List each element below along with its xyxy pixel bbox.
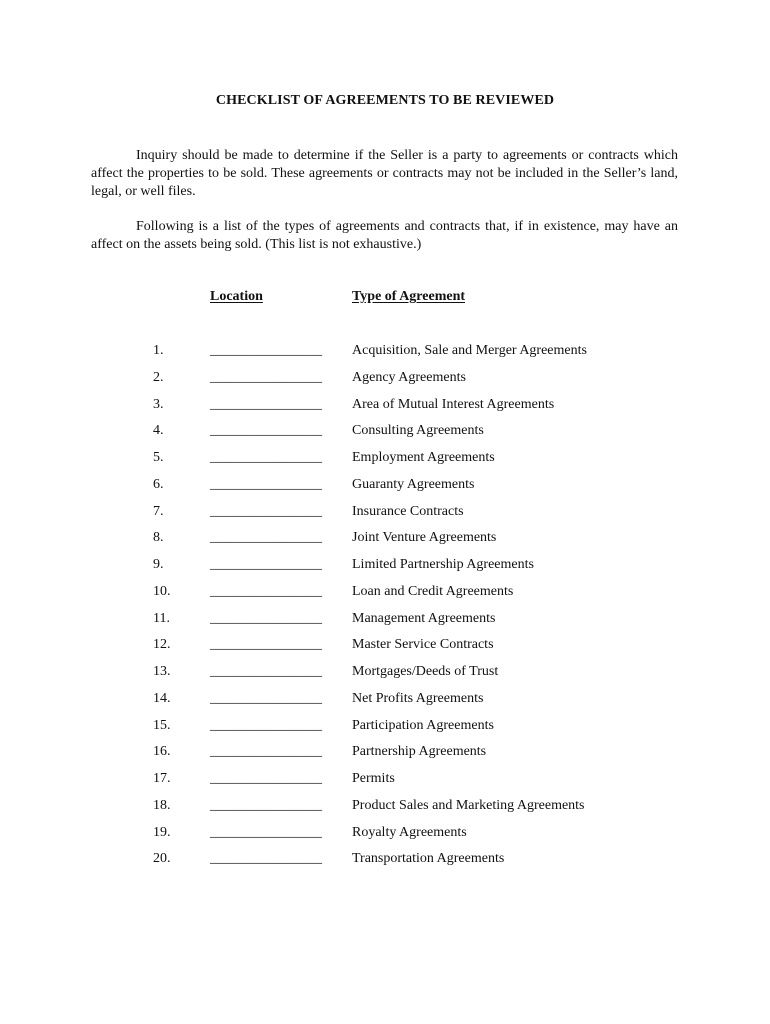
list-item bbox=[0, 529, 770, 556]
location-column-header: Location bbox=[210, 289, 263, 304]
list-item bbox=[0, 824, 770, 851]
location-blank[interactable]: ________________ bbox=[210, 396, 322, 412]
location-blank[interactable]: ________________ bbox=[210, 343, 322, 358]
list-item bbox=[0, 663, 770, 690]
item-number: 13. bbox=[153, 664, 171, 679]
location-blank[interactable]: ________________ bbox=[210, 423, 322, 439]
type-column-header: Type of Agreement bbox=[352, 289, 466, 304]
location-blank[interactable]: ________________ bbox=[210, 369, 322, 385]
location-blank[interactable]: ________________ bbox=[210, 717, 322, 733]
item-number: 9. bbox=[153, 557, 164, 572]
list-item bbox=[0, 690, 770, 717]
item-number: 4. bbox=[153, 423, 164, 439]
list-item bbox=[0, 797, 770, 824]
item-number: 15. bbox=[153, 717, 171, 733]
list-item bbox=[0, 342, 770, 369]
list-item bbox=[0, 636, 770, 663]
item-number: 14. bbox=[153, 690, 171, 706]
agreement-type: Master Service Contracts bbox=[352, 637, 494, 653]
item-number: 12. bbox=[153, 637, 171, 653]
location-blank[interactable]: ________________ bbox=[210, 583, 322, 599]
item-number: 16. bbox=[153, 744, 171, 760]
location-blank[interactable]: ________________ bbox=[210, 797, 322, 813]
list-item bbox=[0, 850, 770, 877]
agreement-type: Guaranty Agreements bbox=[352, 476, 475, 492]
list-item bbox=[0, 449, 770, 476]
list-item bbox=[0, 396, 770, 423]
list-item bbox=[0, 476, 770, 503]
list-intro-paragraph: Following is a list of the types of agreements and contracts that, if in existence, may have an affect on the assets being sold. (This list is not exhaustive.) bbox=[91, 219, 678, 252]
location-blank[interactable]: ________________ bbox=[210, 851, 322, 867]
item-number: 1. bbox=[153, 343, 164, 358]
location-blank[interactable]: ________________ bbox=[210, 744, 322, 760]
agreement-type: Transportation Agreements bbox=[352, 851, 505, 867]
location-blank[interactable]: ________________ bbox=[210, 824, 322, 840]
item-number: 19. bbox=[153, 824, 171, 840]
location-blank[interactable]: ________________ bbox=[210, 637, 322, 653]
location-blank[interactable]: ________________ bbox=[210, 690, 322, 706]
item-number: 2. bbox=[153, 369, 164, 385]
agreement-type: Consulting Agreements bbox=[352, 423, 484, 439]
list-item bbox=[0, 503, 770, 530]
agreement-type: Participation Agreements bbox=[352, 717, 494, 733]
agreement-type: Product Sales and Marketing Agreements bbox=[352, 797, 585, 813]
agreement-type: Area of Mutual Interest Agreements bbox=[352, 396, 555, 412]
item-number: 5. bbox=[153, 450, 164, 465]
agreement-type: Management Agreements bbox=[352, 610, 496, 626]
list-item bbox=[0, 610, 770, 637]
list-item bbox=[0, 422, 770, 449]
item-number: 10. bbox=[153, 583, 171, 599]
item-number: 11. bbox=[153, 610, 170, 626]
agreement-type: Mortgages/Deeds of Trust bbox=[352, 664, 499, 679]
location-blank[interactable]: ________________ bbox=[210, 476, 322, 492]
agreement-type: Partnership Agreements bbox=[352, 744, 487, 760]
location-blank[interactable]: ________________ bbox=[210, 610, 322, 626]
location-blank[interactable]: ________________ bbox=[210, 557, 322, 572]
item-number: 8. bbox=[153, 530, 164, 546]
agreement-type: Royalty Agreements bbox=[352, 824, 467, 840]
agreement-type: Loan and Credit Agreements bbox=[352, 583, 514, 599]
item-number: 17. bbox=[153, 771, 171, 786]
item-number: 6. bbox=[153, 476, 164, 492]
agreement-list bbox=[0, 342, 770, 877]
item-number: 18. bbox=[153, 797, 171, 813]
list-item bbox=[0, 743, 770, 770]
location-blank[interactable]: ________________ bbox=[210, 450, 322, 465]
list-item bbox=[0, 717, 770, 744]
document-title: CHECKLIST OF AGREEMENTS TO BE REVIEWED bbox=[215, 93, 555, 108]
agreement-type: Net Profits Agreements bbox=[352, 690, 484, 706]
agreement-type: Insurance Contracts bbox=[352, 503, 464, 519]
agreement-type: Permits bbox=[352, 771, 395, 786]
agreement-type: Joint Venture Agreements bbox=[352, 530, 497, 546]
list-item bbox=[0, 583, 770, 610]
list-item bbox=[0, 369, 770, 396]
location-blank[interactable]: ________________ bbox=[210, 530, 322, 546]
location-blank[interactable]: ________________ bbox=[210, 664, 322, 679]
agreement-type: Limited Partnership Agreements bbox=[352, 557, 534, 572]
agreement-type: Employment Agreements bbox=[352, 450, 495, 465]
intro-paragraph: Inquiry should be made to determine if the Seller is a party to agreements or contracts which affect the properties to be sold. These agreements or contracts may not be included in the Seller’s land, legal, or well files. bbox=[91, 148, 678, 199]
list-item bbox=[0, 556, 770, 583]
list-item bbox=[0, 770, 770, 797]
item-number: 3. bbox=[153, 396, 164, 412]
agreement-type: Acquisition, Sale and Merger Agreements bbox=[352, 343, 587, 358]
location-blank[interactable]: ________________ bbox=[210, 503, 322, 519]
item-number: 20. bbox=[153, 851, 171, 867]
location-blank[interactable]: ________________ bbox=[210, 771, 322, 786]
agreement-type: Agency Agreements bbox=[352, 369, 466, 385]
item-number: 7. bbox=[153, 503, 164, 519]
